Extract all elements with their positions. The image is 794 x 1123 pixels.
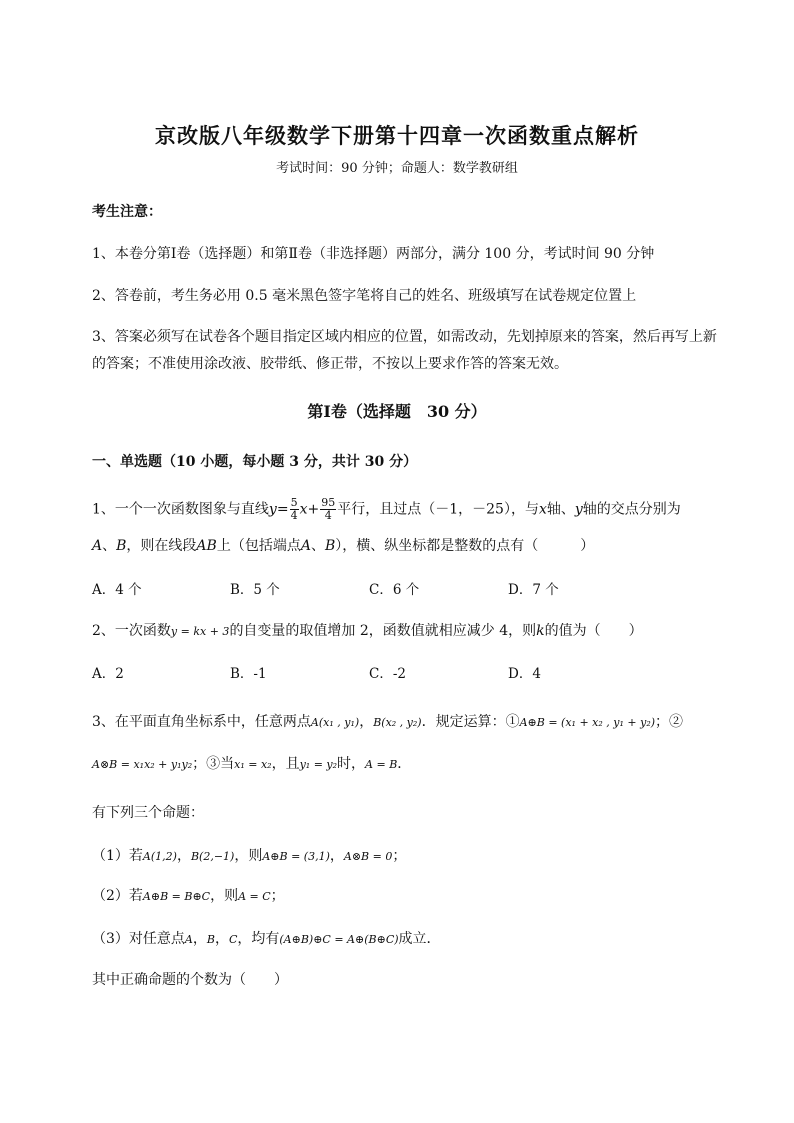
question-3-prompt: 其中正确命题的个数为（ ） (92, 972, 288, 988)
part-title: 一、单选题（10 小题，每小题 3 分，共计 30 分） (92, 454, 418, 470)
question-1-line-2: A、B，则在线段AB上（包括端点A、B），横、纵坐标都是整数的点有（ ） (92, 538, 595, 554)
question-3-line-1: 3、在平面直角坐标系中，任意两点A(x₁ , y₁)，B(x₂ , y₂)．规定运算：①A⊕B = (x₁ + x₂ , y₁ + y₂)；② (92, 714, 684, 730)
section-title: 第Ⅰ卷（选择题 30 分） (307, 402, 487, 421)
q1-option-a: A．4 个 (92, 582, 142, 598)
question-1-line-1: 1、一个一次函数图象与直线y= $\frac{5}{4}$ x+ $\frac{95}{4}$ 平行，且过点（－1，－25），与x轴、y轴的交点分别为 (92, 496, 681, 522)
fraction-95-4: $\frac{95}{4}$ (321, 496, 336, 522)
notice-heading: 考生注意： (92, 204, 162, 220)
question-3-intro: 有下列三个命题： (92, 805, 204, 821)
q2-option-a: A．2 (92, 666, 124, 682)
question-3-line-2: A⊗B = x₁x₂ + y₁y₂；③当x₁ = x₂，且y₁ = y₂时，A = B． (92, 756, 412, 772)
proposition-1: （1）若A(1,2)，B(2,−1)，则A⊕B = (3,1)，A⊗B = 0； (92, 848, 407, 864)
question-2: 2、一次函数y = kx + 3的自变量的取值增加 2，函数值就相应减少 4，则k的值为（ ） (92, 623, 643, 639)
notice-item-2: 2、答卷前，考生务必用 0.5 毫米黑色签字笔将自己的姓名、班级填写在试卷规定位置上 (92, 288, 637, 304)
notice-item-3: 3、答案必须写在试卷各个题目指定区域内相应的位置，如需改动，先划掉原来的答案，然后再写上新 (92, 329, 717, 345)
fraction-5-4: $\frac{5}{4}$ (290, 496, 298, 522)
q1-option-d: D．7 个 (508, 582, 559, 598)
proposition-3: （3）对任意点A，B，C，均有(A⊕B)⊕C = A⊕(B⊕C)成立． (92, 931, 441, 947)
q2-option-d: D．4 (508, 666, 541, 682)
page-title: 京改版八年级数学下册第十四章一次函数重点解析 (155, 123, 639, 148)
proposition-2: （2）若A⊕B = B⊕C，则A = C； (92, 888, 285, 904)
q1-option-b: B．5 个 (230, 582, 280, 598)
q2-option-c: C．-2 (369, 666, 406, 682)
q2-option-b: B．-1 (230, 666, 267, 682)
exam-subtitle: 考试时间：90 分钟；命题人：数学教研组 (276, 161, 518, 176)
notice-item-3-cont: 的答案；不准使用涂改液、胶带纸、修正带，不按以上要求作答的答案无效。 (92, 356, 568, 372)
q1-option-c: C．6 个 (369, 582, 420, 598)
notice-item-1: 1、本卷分第Ⅰ卷（选择题）和第Ⅱ卷（非选择题）两部分，满分 100 分，考试时间 90 分钟 (92, 246, 655, 262)
